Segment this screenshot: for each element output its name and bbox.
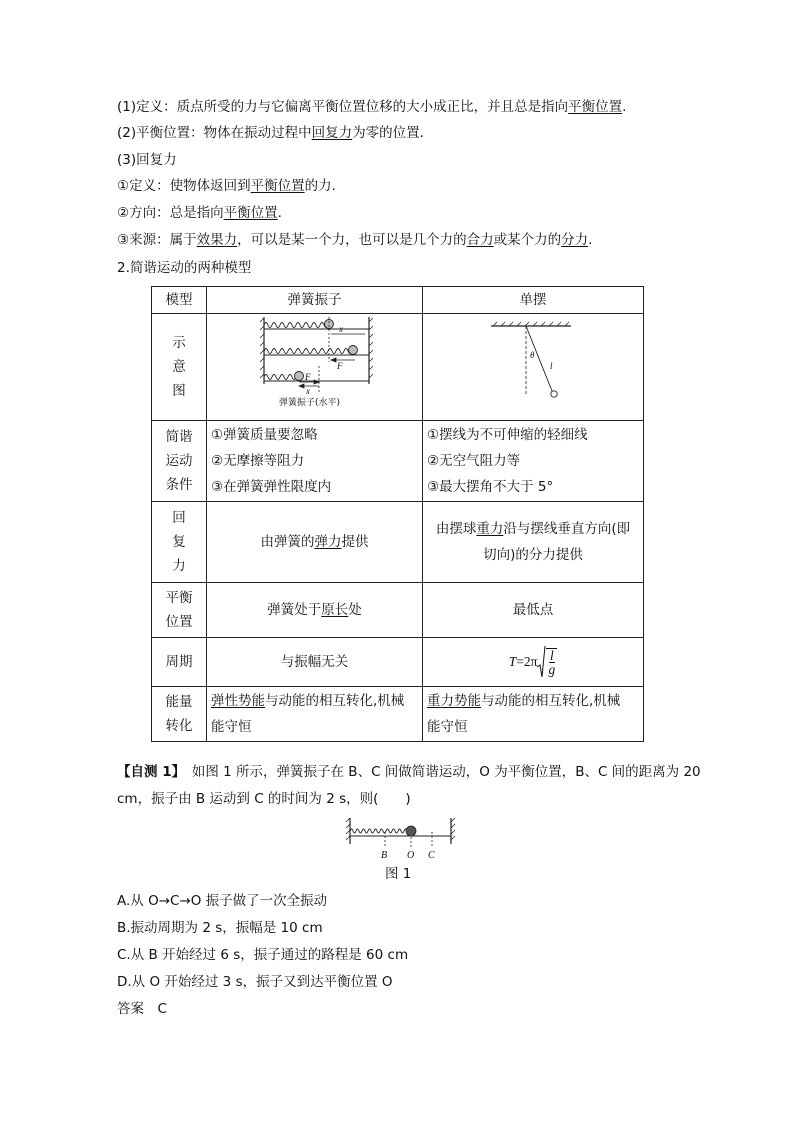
text: . (277, 205, 282, 221)
row-label-equilibrium (152, 583, 207, 638)
choice-d[interactable]: D.从 O 开始经过 3 s，振子又到达平衡位置 O (117, 974, 393, 990)
spring-diagram-cell (207, 314, 423, 421)
source-line (117, 231, 592, 249)
pendulum-restoring (423, 502, 644, 583)
figure-1-diagram (345, 816, 457, 862)
pendulum-energy (423, 687, 644, 742)
underlined-term: 弹性势能 (211, 693, 265, 709)
text: 能守恒 (211, 719, 252, 735)
models-heading: 2.简谐运动的两种模型 (117, 260, 252, 276)
table-row (152, 687, 644, 742)
text: 的力. (304, 178, 336, 194)
answer: 答案 C (117, 1001, 167, 1017)
point-C: C (428, 850, 435, 861)
table-row (152, 583, 644, 638)
formula-coefficient: =2π (516, 654, 538, 669)
pendulum-diagram-cell (423, 314, 644, 421)
row-label-diagram (152, 314, 207, 421)
restoring-force-heading: (3)回复力 (117, 152, 177, 168)
text: ①定义：使物体返回到 (117, 178, 251, 194)
table-row (152, 314, 644, 421)
spring-period: 与振幅无关 (207, 638, 423, 687)
label-part: 平衡 (165, 590, 193, 606)
point-O: O (407, 850, 415, 861)
condition: ③最大摆角不大于 5° (427, 479, 554, 495)
label-part: 转化 (165, 718, 193, 734)
denominator: g (548, 662, 556, 677)
text: . (588, 232, 593, 248)
spring-energy (207, 687, 423, 742)
text: ②方向：总是指向 (117, 205, 224, 221)
label-x: x (339, 324, 343, 334)
row-label-period: 周期 (152, 638, 207, 687)
label-part: 位置 (165, 614, 193, 630)
fraction (546, 648, 557, 676)
spring-caption: 弹簧振子(水平) (279, 398, 341, 408)
underlined-term: 合力 (466, 232, 494, 248)
restoring-def-line (117, 177, 336, 195)
table-row (152, 638, 644, 687)
condition: ②无空气阻力等 (427, 453, 521, 469)
header-spring: 弹簧振子 (207, 287, 423, 314)
header-model: 模型 (152, 287, 207, 314)
condition: ①摆线为不可伸缩的轻细线 (427, 427, 588, 443)
text: 提供 (341, 534, 369, 550)
row-label-energy (152, 687, 207, 742)
underlined-term: 重力势能 (427, 693, 481, 709)
table-row (152, 421, 644, 502)
label-char: 图 (172, 383, 186, 399)
text: 为零的位置. (352, 125, 424, 141)
spring-oscillator-diagram (207, 314, 414, 411)
spring-equilibrium (207, 583, 423, 638)
pendulum-period (423, 638, 644, 687)
label-part: 能量 (165, 694, 193, 710)
table-row (152, 287, 644, 314)
row-label-conditions (152, 421, 207, 502)
choice-c[interactable]: C.从 B 开始经过 6 s，振子通过的路程是 60 cm (117, 947, 409, 963)
underlined-term: 重力 (476, 521, 504, 537)
label-part: 条件 (165, 477, 193, 493)
label-char: 示 (172, 335, 186, 351)
text: (2)平衡位置：物体在振动过程中 (117, 125, 312, 141)
question-line-1 (117, 763, 701, 781)
choice-b[interactable]: B.振动周期为 2 s，振幅是 10 cm (117, 920, 323, 936)
text: 能守恒 (427, 719, 468, 735)
sqrt-sign (537, 645, 546, 679)
label-char: 意 (172, 359, 186, 375)
condition: ①弹簧质量要忽略 (211, 427, 318, 443)
question-tag: 【自测 1】 (117, 764, 179, 780)
label-F: F (337, 361, 343, 371)
choice-a[interactable]: A.从 O→C→O 振子做了一次全振动 (117, 893, 328, 909)
label-char: 回 (172, 510, 186, 526)
text: 或某个力的 (493, 232, 562, 248)
underlined-term: 回复力 (311, 125, 353, 141)
text: 切向)的分力提供 (483, 547, 583, 563)
underlined-term: 效果力 (196, 232, 238, 248)
equilibrium-line (117, 124, 424, 142)
underlined-term: 平衡位置 (568, 99, 623, 115)
definition-line (117, 98, 626, 116)
label-part: 简谐 (165, 429, 193, 445)
figure-caption: 图 1 (385, 866, 412, 882)
text: (1)定义：质点所受的力与它偏离平衡位置位移的大小成正比，并且总是指向 (117, 99, 569, 115)
direction-line (117, 204, 282, 222)
underlined-term: 弹力 (314, 534, 342, 550)
underlined-term: 原长 (321, 602, 349, 618)
label-part: 运动 (165, 453, 193, 469)
models-table (151, 286, 644, 742)
label-char: 复 (172, 534, 186, 550)
text: 由摆球 (435, 521, 477, 537)
label-F: F (305, 372, 311, 382)
text: 弹簧处于 (267, 602, 322, 618)
text: 处 (348, 602, 362, 618)
point-B: B (381, 850, 388, 861)
text: ③来源：属于 (117, 232, 197, 248)
spring-conditions (207, 421, 423, 502)
spring-restoring (207, 502, 423, 583)
condition: ③在弹簧弹性限度内 (211, 479, 332, 495)
period-formula (509, 645, 557, 679)
text: 沿与摆线垂直方向(即 (503, 521, 631, 537)
question-line-2: cm，振子由 B 运动到 C 的时间为 2 s，则( ) (117, 791, 411, 807)
question-text: 如图 1 所示，弹簧振子在 B、C 间做简谐运动，O 为平衡位置，B、C 间的距离为 20 (178, 764, 701, 780)
table-row (152, 502, 644, 583)
symbol-T: T (508, 654, 517, 669)
label-theta: θ (530, 350, 535, 360)
text: 与动能的相互转化,机械 (481, 693, 621, 709)
numerator: l (549, 648, 554, 663)
underlined-term: 分力 (561, 232, 589, 248)
condition: ②无摩擦等阻力 (211, 453, 305, 469)
text: ，可以是某一个力，也可以是几个力的 (237, 232, 467, 248)
pendulum-equilibrium: 最低点 (423, 583, 644, 638)
sqrt (537, 645, 557, 679)
label-x: x (306, 386, 310, 396)
text: 由弹簧的 (260, 534, 315, 550)
text: . (622, 99, 627, 115)
header-pendulum: 单摆 (423, 287, 644, 314)
underlined-term: 平衡位置 (223, 205, 278, 221)
row-label-restoring (152, 502, 207, 583)
label-char: 力 (172, 558, 186, 574)
text: 与动能的相互转化,机械 (265, 693, 405, 709)
label-l: l (550, 361, 553, 371)
pendulum-diagram (423, 314, 635, 411)
underlined-term: 平衡位置 (250, 178, 305, 194)
pendulum-conditions (423, 421, 644, 502)
